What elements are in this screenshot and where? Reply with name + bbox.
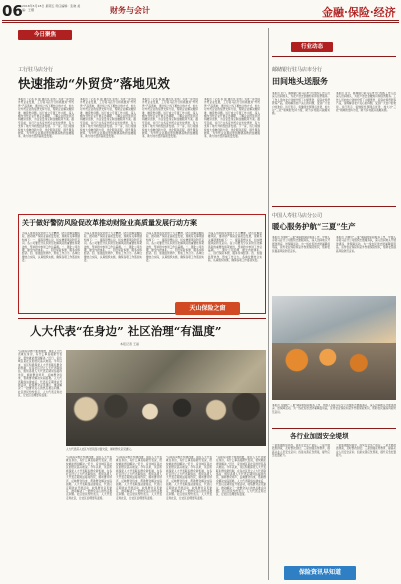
right-bottom-col-1: 一是加强组织领导，落实安全生产责任；二是开展隐患排查，及时整改到位；三是加强宣传教育，提高从业人员安全意识；四是完善应急预案，提升应急处置能力。 (272, 444, 330, 458)
right-top-col-1: 本报讯 近日，邮储银行驻马店市分行组织工作人员深入田间地头，为农户送去金融知识和信贷服务。工作人员向农户详细介绍了小额贷款、家庭农场贷款等产品，现场解答农户关心的问题，受到广大农户的欢迎。该行表示，将继续发挥网点优势，加大对“三农”领域的支持力度，助力乡村振兴战略实施。 (272, 92, 330, 116)
banner-tianshan-insurance: 天山保险之窗 (175, 302, 240, 315)
lead-col-4: 本报讯（记者 李 强 通讯员 张伟）为进一步支持外贸企业发展，工行驻马店分行积极推进“外贸贷”产品落地，通过线上线下相结合的方式，加大对外贸企业的信贷支持力度，帮助企业解决融资难、融资贵问题。该行成立专项工作小组，深入辖内外贸企业开展走访调研，了解企业经营状况和融资需求，为企业量身定制金融服务方案。截至目前，该行已为多家外贸企业发放贷款，有力支持了地方外向型经济发展。下一步，该行将继续加大金融创新力度，优化服务流程，提升服务效率，为外贸企业提供更加便捷高效的金融服务，助力地方经济高质量发展。 (204, 98, 260, 139)
lead-kicker: 工行驻马店分行 (18, 67, 54, 73)
lead-col-1: 本报讯（记者 李 强 通讯员 张伟）为进一步支持外贸企业发展，工行驻马店分行积极推进“外贸贷”产品落地，通过线上线下相结合的方式，加大对外贸企业的信贷支持力度，帮助企业解决融资难、融资贵问题。该行成立专项工作小组，深入辖内外贸企业开展走访调研，了解企业经营状况和融资需求，为企业量身定制金融服务方案。截至目前，该行已为多家外贸企业发放贷款，有力支持了地方外向型经济发展。下一步，该行将继续加大金融创新力度，优化服务流程，提升服务效率，为外贸企业提供更加便捷高效的金融服务，助力地方经济高质量发展。 (18, 98, 74, 139)
spacer (220, 350, 270, 351)
feature-col-4: 为深入贯彻落实党的十九大精神，防范化解金融风险，推动财产保险业高质量发展，现就有关事项通知如下：一、提高思想认识，切实增强风险防范意识。各公司要充分认识防范化解风险的重要性和紧迫性，坚持稳中求进工作总基调。二、强化公司治理，健全内控体系。三、回归保险本源，服务实体经济。四、加强监管协作，形成工作合力。各单位要结合实际，认真组织实施，确保各项工作落到实处。 (208, 232, 262, 263)
main-col-1: “以前有问题不知道找谁，现在人大代表就在身边，有什么事直接跟代表说，很快就能得到解决。”近日，家住城区某社区的居民高兴地说。今年以来，该区积极探索人大代表联系群众新机制，在各社区设立人大代表联络站，组织各级人大代表定期进站接待选民，倾听群众呼声，反映群众诉求，帮助群众解决实际困难。人大代表联络站建成后，代表们定期进站开展活动，收集群众意见建议，推动解决了一批群众关心的热点难点问题。社区居民纷纷表示，人大代表走进社区，让社区治理更有温度。 (18, 350, 62, 398)
lead-col-3: 本报讯（记者 李 强 通讯员 张伟）为进一步支持外贸企业发展，工行驻马店分行积极推进“外贸贷”产品落地，通过线上线下相结合的方式，加大对外贸企业的信贷支持力度，帮助企业解决融资难、融资贵问题。该行成立专项工作小组，深入辖内外贸企业开展走访调研，了解企业经营状况和融资需求，为企业量身定制金融服务方案。截至目前，该行已为多家外贸企业发放贷款，有力支持了地方外向型经济发展。下一步，该行将继续加大金融创新力度，优化服务流程，提升服务效率，为外贸企业提供更加便捷高效的金融服务，助力地方经济高质量发展。 (142, 98, 198, 139)
feature-col-3: 为深入贯彻落实党的十九大精神，防范化解金融风险，推动财产保险业高质量发展，现就有关事项通知如下：一、提高思想认识，切实增强风险防范意识。各公司要充分认识防范化解风险的重要性和紧迫性，坚持稳中求进工作总基调。二、强化公司治理，健全内控体系。三、回归保险本源，服务实体经济。四、加强监管协作，形成工作合力。各单位要结合实际，认真组织实施，确保各项工作落到实处。 (146, 232, 204, 263)
right-rule (272, 56, 396, 57)
right-mid-col-1: 本报讯 为做好“三夏”期间的保险服务工作，中国人寿驻马店分公司组织志愿服务队，深入田间地头开展送清凉、送保障活动，为一线农民送去防暑降温用品，宣传农业保险和意外伤害保险知识，帮助农民提高风险防范意识。 (272, 236, 330, 253)
main-col-5: “以前有问题不知道找谁，现在人大代表就在身边，有什么事直接跟代表说，很快就能得到解决。”近日，家住城区某社区的居民高兴地说。今年以来，该区积极探索人大代表联系群众新机制，在各社区设立人大代表联络站，组织各级人大代表定期进站接待选民，倾听群众呼声，反映群众诉求，帮助群众解决实际困难。人大代表联络站建成后，代表们定期进站开展活动，收集群众意见建议，推动解决了一批群众关心的热点难点问题。社区居民纷纷表示，人大代表走进社区，让社区治理更有温度。 (216, 456, 266, 497)
banner-insurance-news: 保险资讯早知道 (284, 566, 356, 580)
community-photo (66, 350, 266, 446)
photo-caption: 人大代表深入社区与居民面对面交流，倾听群众意见建议。 (66, 448, 134, 451)
right-mid-col-2: 本报讯 为做好“三夏”期间的保险服务工作，中国人寿驻马店分公司组织志愿服务队，深入田间地头开展送清凉、送保障活动，为一线农民送去防暑降温用品，宣传农业保险和意外伤害保险知识，帮助农民提高风险防范意识。 (336, 236, 396, 253)
right-top-col-2: 本报讯 近日，邮储银行驻马店市分行组织工作人员深入田间地头，为农户送去金融知识和信贷服务。工作人员向农户详细介绍了小额贷款、家庭农场贷款等产品，现场解答农户关心的问题，受到广大农户的欢迎。该行表示，将继续发挥网点优势，加大对“三农”领域的支持力度，助力乡村振兴战略实施。 (336, 92, 396, 113)
right-divider (272, 206, 396, 207)
right-bottom-rule (272, 428, 396, 429)
date-line: 2018年5月18日 星期五 责任编辑：张晓 美编：王娜 (22, 4, 81, 12)
main-col-2: “以前有问题不知道找谁，现在人大代表就在身边，有什么事直接跟代表说，很快就能得到解决。”近日，家住城区某社区的居民高兴地说。今年以来，该区积极探索人大代表联系群众新机制，在各社区设立人大代表联络站，组织各级人大代表定期进站接待选民，倾听群众呼声，反映群众诉求，帮助群众解决实际困难。人大代表联络站建成后，代表们定期进站开展活动，收集群众意见建议，推动解决了一批群众关心的热点难点问题。社区居民纷纷表示，人大代表走进社区，让社区治理更有温度。 (66, 456, 112, 500)
banner-today-focus: 今日聚焦 (18, 30, 72, 40)
section-title: 金融·保险·经济 (322, 6, 396, 19)
feature-col-1: 为深入贯彻落实党的十九大精神，防范化解金融风险，推动财产保险业高质量发展，现就有关事项通知如下：一、提高思想认识，切实增强风险防范意识。各公司要充分认识防范化解风险的重要性和紧迫性，坚持稳中求进工作总基调。二、强化公司治理，健全内控体系。三、回归保险本源，服务实体经济。四、加强监管协作，形成工作合力。各单位要结合实际，认真组织实施，确保各项工作落到实处。 (22, 232, 80, 263)
paper-name: 财务与会计 (110, 5, 150, 15)
banner-industry-news: 行业动态 (291, 42, 333, 52)
column-divider (268, 28, 269, 580)
right-mid-kicker: 中国人寿驻马店分公司 (272, 213, 323, 219)
page-number: 06 (2, 2, 23, 20)
right-mid-extra: 本报讯 为做好“三夏”期间的保险服务工作，中国人寿驻马店分公司组织志愿服务队，深入田间地头开展送清凉、送保障活动，为一线农民送去防暑降温用品，宣传农业保险和意外伤害保险知识，帮助农民提高风险防范意识。 (272, 404, 396, 414)
right-bottom-col-2: 一是加强组织领导，落实安全生产责任；二是开展隐患排查，及时整改到位；三是加强宣传教育，提高从业人员安全意识；四是完善应急预案，提升应急处置能力。 (336, 444, 396, 458)
main-byline: 本报记者 王丽 (120, 342, 139, 346)
main-rule (18, 318, 266, 319)
feature-col-2: 为深入贯彻落实党的十九大精神，防范化解金融风险，推动财产保险业高质量发展，现就有关事项通知如下：一、提高思想认识，切实增强风险防范意识。各公司要充分认识防范化解风险的重要性和紧迫性，坚持稳中求进工作总基调。二、强化公司治理，健全内控体系。三、回归保险本源，服务实体经济。四、加强监管协作，形成工作合力。各单位要结合实际，认真组织实施，确保各项工作落到实处。 (84, 232, 142, 263)
main-col-4: “以前有问题不知道找谁，现在人大代表就在身边，有什么事直接跟代表说，很快就能得到解决。”近日，家住城区某社区的居民高兴地说。今年以来，该区积极探索人大代表联系群众新机制，在各社区设立人大代表联络站，组织各级人大代表定期进站接待选民，倾听群众呼声，反映群众诉求，帮助群众解决实际困难。人大代表联络站建成后，代表们定期进站开展活动，收集群众意见建议，推动解决了一批群众关心的热点难点问题。社区居民纷纷表示，人大代表走进社区，让社区治理更有温度。 (166, 456, 212, 500)
right-top-title: 田间地头送服务 (272, 76, 328, 86)
right-top-kicker: 邮储银行驻马店市分行 (272, 67, 323, 73)
feature-title: 关于做好警防风险促改革推动财险业高质量发展行动方案 (22, 218, 197, 227)
main-title: 人大代表“在身边” 社区治理“有温度” (30, 324, 222, 338)
main-col-3: “以前有问题不知道找谁，现在人大代表就在身边，有什么事直接跟代表说，很快就能得到解决。”近日，家住城区某社区的居民高兴地说。今年以来，该区积极探索人大代表联系群众新机制，在各社区设立人大代表联络站，组织各级人大代表定期进站接待选民，倾听群众呼声，反映群众诉求，帮助群众解决实际困难。人大代表联络站建成后，代表们定期进站开展活动，收集群众意见建议，推动解决了一批群众关心的热点难点问题。社区居民纷纷表示，人大代表走进社区，让社区治理更有温度。 (116, 456, 162, 500)
service-photo (272, 296, 396, 400)
lead-title: 快速推动“外贸贷”落地见效 (18, 76, 170, 91)
lead-col-2: 本报讯（记者 李 强 通讯员 张伟）为进一步支持外贸企业发展，工行驻马店分行积极推进“外贸贷”产品落地，通过线上线下相结合的方式，加大对外贸企业的信贷支持力度，帮助企业解决融资难、融资贵问题。该行成立专项工作小组，深入辖内外贸企业开展走访调研，了解企业经营状况和融资需求，为企业量身定制金融服务方案。截至目前，该行已为多家外贸企业发放贷款，有力支持了地方外向型经济发展。下一步，该行将继续加大金融创新力度，优化服务流程，提升服务效率，为外贸企业提供更加便捷高效的金融服务，助力地方经济高质量发展。 (80, 98, 136, 139)
right-bottom-title: 各行业加固安全堤坝 (290, 432, 349, 440)
right-mid-title: 暖心服务护航“三夏”生产 (272, 222, 356, 231)
header-rule (2, 20, 399, 21)
